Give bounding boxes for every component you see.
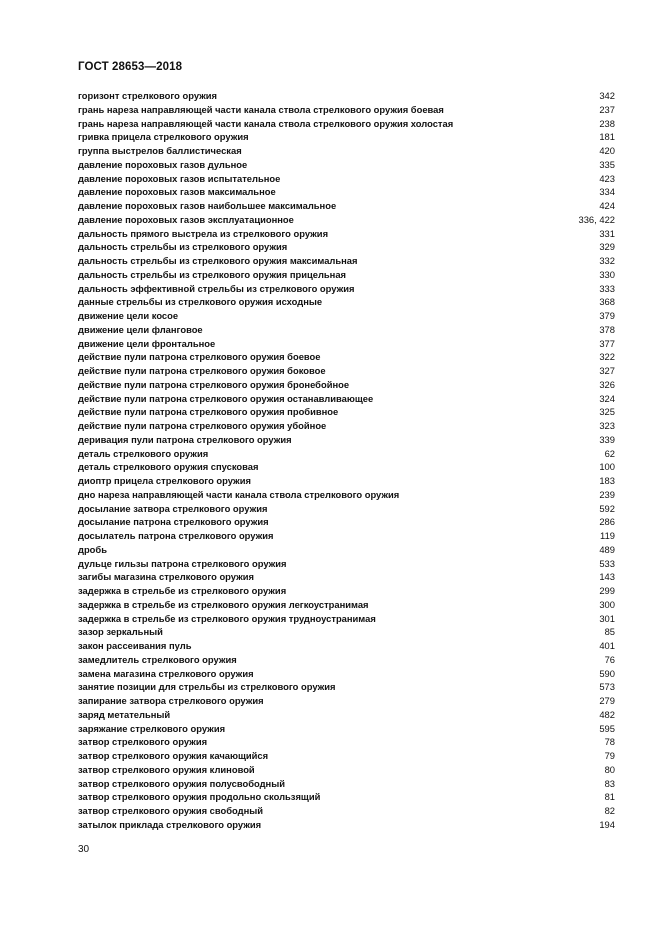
index-page-ref: 324 xyxy=(599,392,615,404)
index-page-ref: 325 xyxy=(599,406,615,418)
index-term: действие пули патрона стрелкового оружия боковое xyxy=(78,365,326,376)
index-entry xyxy=(78,130,615,144)
index-entry xyxy=(78,625,615,639)
index-page-ref: 81 xyxy=(604,791,615,803)
index-page-ref: 533 xyxy=(599,557,615,569)
index-entry xyxy=(78,474,615,488)
index-page-ref: 420 xyxy=(599,145,615,156)
index-page-ref: 334 xyxy=(599,186,615,198)
index-page-ref: 301 xyxy=(599,612,615,624)
index-term: деталь стрелкового оружия xyxy=(78,447,209,459)
index-entry xyxy=(78,103,615,117)
index-page-ref: 194 xyxy=(599,818,615,830)
index-entry xyxy=(78,419,615,433)
index-term: замена магазина стрелкового оружия xyxy=(78,667,254,679)
index-page-ref: 299 xyxy=(599,585,615,596)
index-page-ref: 592 xyxy=(599,502,615,514)
index-entry xyxy=(78,722,615,736)
index-entry xyxy=(78,295,615,309)
index-page-ref: 286 xyxy=(599,516,615,528)
index-term: закон рассеивания пуль xyxy=(78,640,192,651)
index-term: запирание затвора стрелкового оружия xyxy=(78,695,264,706)
index-page-ref: 379 xyxy=(599,310,615,321)
index-page-ref: 322 xyxy=(599,351,615,363)
index-page-ref: 83 xyxy=(604,777,615,789)
index-term: досылание затвора стрелкового оружия xyxy=(78,502,268,514)
index-term: движение цели косое xyxy=(78,310,179,321)
index-entry xyxy=(78,117,615,131)
index-term: задержка в стрельбе из стрелкового оружия xyxy=(78,585,287,596)
index-page-ref: 326 xyxy=(599,378,615,390)
index-page-ref: 489 xyxy=(599,543,615,555)
index-page-ref: 62 xyxy=(604,447,615,459)
index-entry xyxy=(78,667,615,681)
index-term: замедлитель стрелкового оружия xyxy=(78,653,237,665)
index-term: затвор стрелкового оружия полусвободный xyxy=(78,777,285,789)
index-entry xyxy=(78,612,615,626)
index-entry xyxy=(78,144,615,158)
index-term: дальность стрельбы из стрелкового оружия прицельная xyxy=(78,268,347,280)
index-page-ref: 424 xyxy=(599,200,615,211)
index-term: зазор зеркальный xyxy=(78,626,163,638)
index-term: диоптр прицела стрелкового оружия xyxy=(78,475,251,486)
index-page-ref: 78 xyxy=(604,736,615,748)
index-entry xyxy=(78,460,615,474)
index-term: давление пороховых газов испытательное xyxy=(78,172,281,184)
index-entry xyxy=(78,433,615,447)
index-entry xyxy=(78,584,615,598)
index-entry xyxy=(78,268,615,282)
index-page-ref: 339 xyxy=(599,433,615,445)
index-entry xyxy=(78,309,615,323)
index-term: заряжание стрелкового оружия xyxy=(78,722,226,734)
index-entry xyxy=(78,405,615,419)
index-page-ref: 401 xyxy=(599,640,615,651)
index-term: действие пули патрона стрелкового оружия пробивное xyxy=(78,406,339,418)
index-term: досылание патрона стрелкового оружия xyxy=(78,516,269,528)
index-page-ref: 330 xyxy=(599,268,615,280)
index-page-ref: 82 xyxy=(604,805,615,816)
index-entry xyxy=(78,598,615,612)
index-term: давление пороховых газов эксплуатационное xyxy=(78,213,294,225)
index-page-ref: 332 xyxy=(599,255,615,266)
index-term: дальность эффективной стрельбы из стрелкового оружия xyxy=(78,282,355,294)
index-entry xyxy=(78,158,615,172)
index-term: дробь xyxy=(78,543,107,555)
index-page-ref: 331 xyxy=(599,227,615,239)
index-term: деталь стрелкового оружия спусковая xyxy=(78,461,259,473)
index-term: затвор стрелкового оружия качающийся xyxy=(78,750,269,761)
document-header: ГОСТ 28653—2018 xyxy=(78,61,183,73)
index-page-ref: 482 xyxy=(599,708,615,720)
index-page-ref: 573 xyxy=(599,681,615,693)
index-term: гривка прицела стрелкового оружия xyxy=(78,131,249,143)
index-entry xyxy=(78,708,615,722)
index-term: затвор стрелкового оружия свободный xyxy=(78,805,264,816)
index-page-ref: 181 xyxy=(599,131,615,143)
index-entry xyxy=(78,818,615,832)
term-index-list xyxy=(78,89,615,832)
index-page-ref: 335 xyxy=(599,158,615,170)
index-page-ref: 327 xyxy=(599,365,615,376)
index-term: дальность прямого выстрела из стрелкового оружия xyxy=(78,227,329,239)
index-entry xyxy=(78,364,615,378)
index-term: давление пороховых газов дульное xyxy=(78,158,248,170)
index-entry xyxy=(78,653,615,667)
index-term: затвор стрелкового оружия продольно скользящий xyxy=(78,791,321,803)
index-page-ref: 100 xyxy=(599,461,615,473)
index-term: дно нареза направляющей части канала ствола стрелкового оружия xyxy=(78,488,400,500)
index-term: досылатель патрона стрелкового оружия xyxy=(78,530,274,541)
index-page-ref: 595 xyxy=(599,722,615,734)
index-entry xyxy=(78,337,615,351)
index-entry xyxy=(78,804,615,818)
index-entry xyxy=(78,790,615,804)
index-entry xyxy=(78,378,615,392)
index-entry xyxy=(78,447,615,461)
index-term: движение цели фланговое xyxy=(78,323,203,335)
index-page-ref: 368 xyxy=(599,296,615,308)
page-number: 30 xyxy=(78,844,90,855)
index-term: задержка в стрельбе из стрелкового оружия легкоустранимая xyxy=(78,598,369,610)
index-page-ref: 329 xyxy=(599,241,615,253)
index-entry xyxy=(78,557,615,571)
index-page-ref: 590 xyxy=(599,667,615,679)
index-term: движение цели фронтальное xyxy=(78,337,216,349)
index-entry xyxy=(78,680,615,694)
index-entry xyxy=(78,763,615,777)
index-page-ref: 323 xyxy=(599,420,615,431)
index-entry xyxy=(78,185,615,199)
index-page-ref: 237 xyxy=(599,103,615,115)
index-term: давление пороховых газов наибольшее максимальное xyxy=(78,200,337,211)
index-entry xyxy=(78,254,615,268)
index-entry xyxy=(78,488,615,502)
index-page-ref: 143 xyxy=(599,571,615,583)
index-term: действие пули патрона стрелкового оружия боевое xyxy=(78,351,321,363)
index-entry xyxy=(78,639,615,653)
index-term: затылок приклада стрелкового оружия xyxy=(78,818,262,830)
index-term: заряд метательный xyxy=(78,708,171,720)
index-term: затвор стрелкового оружия xyxy=(78,736,208,748)
index-entry xyxy=(78,199,615,213)
index-page-ref: 377 xyxy=(599,337,615,349)
index-entry xyxy=(78,89,615,103)
index-entry xyxy=(78,502,615,516)
index-entry xyxy=(78,529,615,543)
index-entry xyxy=(78,749,615,763)
index-entry xyxy=(78,735,615,749)
index-entry xyxy=(78,515,615,529)
index-term: действие пули патрона стрелкового оружия убойное xyxy=(78,420,327,431)
index-page-ref: 76 xyxy=(604,653,615,665)
index-term: группа выстрелов баллистическая xyxy=(78,145,242,156)
index-term: действие пули патрона стрелкового оружия останавливающее xyxy=(78,392,374,404)
index-page-ref: 378 xyxy=(599,323,615,335)
index-page-ref: 238 xyxy=(599,117,615,129)
index-page-ref: 336, 422 xyxy=(578,213,615,225)
index-page-ref: 333 xyxy=(599,282,615,294)
index-page-ref: 119 xyxy=(600,530,615,541)
index-entry xyxy=(78,392,615,406)
index-entry xyxy=(78,227,615,241)
index-term: дульце гильзы патрона стрелкового оружия xyxy=(78,557,287,569)
index-term: грань нареза направляющей части канала ствола стрелкового оружия холостая xyxy=(78,117,454,129)
index-page-ref: 342 xyxy=(599,90,615,101)
index-term: давление пороховых газов максимальное xyxy=(78,186,276,198)
index-page-ref: 279 xyxy=(599,695,615,706)
index-entry xyxy=(78,350,615,364)
index-entry xyxy=(78,694,615,708)
index-term: занятие позиции для стрельбы из стрелкового оружия xyxy=(78,681,336,693)
index-page-ref: 300 xyxy=(599,598,615,610)
index-page-ref: 85 xyxy=(604,626,615,638)
index-page-ref: 79 xyxy=(604,750,615,761)
index-page-ref: 239 xyxy=(599,488,615,500)
index-entry xyxy=(78,240,615,254)
index-term: горизонт стрелкового оружия xyxy=(78,90,218,101)
index-entry xyxy=(78,323,615,337)
index-term: дальность стрельбы из стрелкового оружия максимальная xyxy=(78,255,358,266)
index-page-ref: 183 xyxy=(599,475,615,486)
index-term: деривация пули патрона стрелкового оружия xyxy=(78,433,292,445)
index-term: грань нареза направляющей части канала ствола стрелкового оружия боевая xyxy=(78,103,444,115)
index-term: дальность стрельбы из стрелкового оружия xyxy=(78,241,288,253)
index-page-ref: 80 xyxy=(604,763,615,775)
index-term: задержка в стрельбе из стрелкового оружия трудноустранимая xyxy=(78,612,376,624)
index-term: данные стрельбы из стрелкового оружия исходные xyxy=(78,296,323,308)
index-page-ref: 423 xyxy=(599,172,615,184)
index-entry xyxy=(78,570,615,584)
index-entry xyxy=(78,543,615,557)
index-term: действие пули патрона стрелкового оружия бронебойное xyxy=(78,378,350,390)
index-entry xyxy=(78,213,615,227)
index-entry xyxy=(78,172,615,186)
index-entry xyxy=(78,777,615,791)
index-term: затвор стрелкового оружия клиновой xyxy=(78,763,255,775)
index-entry xyxy=(78,282,615,296)
index-term: загибы магазина стрелкового оружия xyxy=(78,571,254,583)
